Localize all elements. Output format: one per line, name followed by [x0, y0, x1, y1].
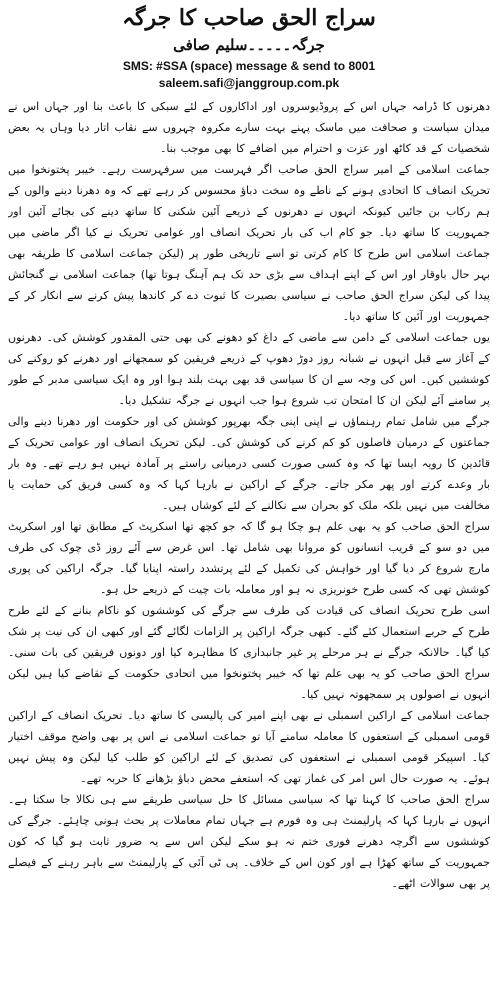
article-body [8, 96, 490, 980]
article-paragraph: اسی طرح تحریک انصاف کی قیادت کی طرف سے جرگے کی کوششوں کو ناکام بنانے کے لئے طرح طرح کے حربے استعمال کئے گئے۔ کبھی جرگہ اراکین پر الزامات لگائے گئے اور کبھی ان کی نیت پر شک کیا گیا۔ حالانکہ جرگے نے ہر مرحلے پر غیر جانبداری کا مظاہرہ کیا اور دونوں فریقین کی بات سنی۔ سراج الحق صاحب کو یہ بھی علم تھا کہ خیبر پختونخوا میں اتحادی حکومت کے تقاضے کیا ہیں لیکن انہوں نے اصولوں پر سمجھوتہ نہیں کیا۔ [8, 604, 490, 701]
article-paragraph: سراج الحق صاحب کا کہنا تھا کہ سیاسی مسائل کا حل سیاسی طریقے سے ہی نکالا جا سکتا ہے۔ انہوں نے بارہا کہا کہ پارلیمنٹ ہی وہ فورم ہے جہاں تمام معاملات پر بحث ہونی چاہئے۔ جرگے کی کوششوں سے اگرچہ دھرنے فوری ختم نہ ہو سکے لیکن اس سے یہ ضرور ثابت ہو گیا کہ کون جمہوریت کے ساتھ کھڑا ہے اور کون اس کے خلاف۔ پی ٹی آئی کے پارلیمنٹ سے باہر رہنے کے فیصلے پر بھی سوالات اٹھے۔ [8, 793, 490, 890]
article-title: سراج الحق صاحب کا جرگہ [122, 5, 376, 31]
sms-line: SMS: #SSA (space) message & send to 8001 [122, 59, 376, 73]
article-paragraph: جماعت اسلامی کے امیر سراج الحق صاحب اگر فہرست میں سرفہرست رہے۔ خیبر پختونخوا میں تحریک انصاف کا اتحادی ہونے کے ناطے وہ سخت دباؤ محسوس کر رہے تھے کہ وہ دھرنا دینے والوں کے ہم رکاب بن جائیں کیونکہ انہوں نے دھرنوں کے ذریعے آئین شکنی کا ساتھ دینے کی بجائے آئین اور جمہوریت کا ساتھ دیا۔ جو کام اب کی بار تحریک انصاف اور عوامی تحریک نے کیا اگر ماضی میں جماعت اسلامی اس طرح کا کام کرتی تو اسے تاریخی طور پر (لیکن جماعت اسلامی کا طریقہ بھی بہر حال باوقار اور اس کے اپنے اہداف سے بڑی حد تک ہم آہنگ ہوتا تھا) جماعت اسلامی نے گنجائش پیدا کی لیکن سراج الحق صاحب نے سیاسی بصیرت کا ثبوت دے کر کاندھا پیش کرنے سے انکار کر کے جمہوریت اور آئین کا ساتھ دیا۔ [8, 163, 490, 323]
article-paragraph: جماعت اسلامی کے اراکین اسمبلی نے بھی اپنے امیر کی پالیسی کا ساتھ دیا۔ تحریک انصاف کے اراکین قومی اسمبلی کے استعفوں کا معاملہ سامنے آیا تو جماعت اسلامی نے اس پر بھی واضح موقف اختیار کیا۔ اسپیکر قومی اسمبلی نے استعفوں کی تصدیق کے لئے اراکین کو طلب کیا لیکن وہ پیش نہیں ہوئے۔ یہ صورت حال اس امر کی غماز تھی کہ استعفے محض دباؤ بڑھانے کا حربہ تھے۔ [8, 709, 490, 785]
article-paragraph: یوں جماعت اسلامی کے دامن سے ماضی کے داغ کو دھونے کی بھی حتی المقدور کوشش کی۔ دھرنوں کے آغاز سے قبل انہوں نے شبانہ روز دوڑ دھوپ کے ذریعے فریقین کو سمجھانے اور دھرنے کو روکنے کی کوششیں کیں۔ اس کی وجہ سے ان کا سیاسی قد بھی بہت بلند ہوا اور وہ ایک سیاسی مدبر کے طور پر سامنے آئے لیکن ان کا امتحان تب شروع ہوا جب انہوں نے جرگہ تشکیل دیا۔ [8, 331, 490, 407]
article-byline: جرگہ۔۔۔۔۔سلیم صافی [173, 36, 325, 54]
author-email[interactable]: saleem.safi@janggroup.com.pk [158, 76, 340, 90]
article-paragraph: دھرنوں کا ڈرامہ جہاں اس کے پروڈیوسروں اور اداکاروں کے لئے سبکی کا باعث بنا اور جہاں اس نے میدان سیاست و صحافت میں ماسک پہنے بہت سارے مکروہ چہروں سے نقاب اتار دیا وہاں یہ بعض شخصیات کے قد کاٹھ اور عزت و احترام میں اضافے کا بھی موجب بنا۔ [8, 100, 490, 155]
article-paragraph: سراج الحق صاحب کو یہ بھی علم ہو چکا ہو گا کہ جو کچھ تھا اسکرپٹ کے مطابق تھا اور اسکرپٹ میں دو سو کے قریب انسانوں کو مروانا بھی شامل تھا۔ اس غرض سے آئے روز ڈی چوک کی طرف مارچ شروع کر دیا گیا اور خواہش کی تکمیل کے لئے پرتشدد راستہ اپنایا گیا۔ جرگہ اراکین کی پوری کوشش تھی کہ کسی طرح خونریزی نہ ہو اور معاملہ بات چیت کے ذریعے حل ہو۔ [8, 520, 490, 596]
article-paragraph: جرگے میں شامل تمام رہنماؤں نے اپنی اپنی جگہ بھرپور کوشش کی اور حکومت اور دھرنا دینے والی جماعتوں کے درمیان فاصلوں کو کم کرنے کی کوشش کی۔ لیکن تحریک انصاف اور عوامی تحریک کے قائدین کا رویہ ایسا تھا کہ وہ کسی صورت کسی درمیانی راستے پر آمادہ نہیں ہو رہے تھے۔ وہ بار بار وعدے کرتے اور پھر مکر جاتے۔ جرگے کے اراکین نے بارہا کہا کہ وہ کسی فریق کی حمایت یا مخالفت میں نہیں بلکہ ملک کو بحران سے نکالنے کے لئے کوشاں ہیں۔ [8, 415, 490, 512]
